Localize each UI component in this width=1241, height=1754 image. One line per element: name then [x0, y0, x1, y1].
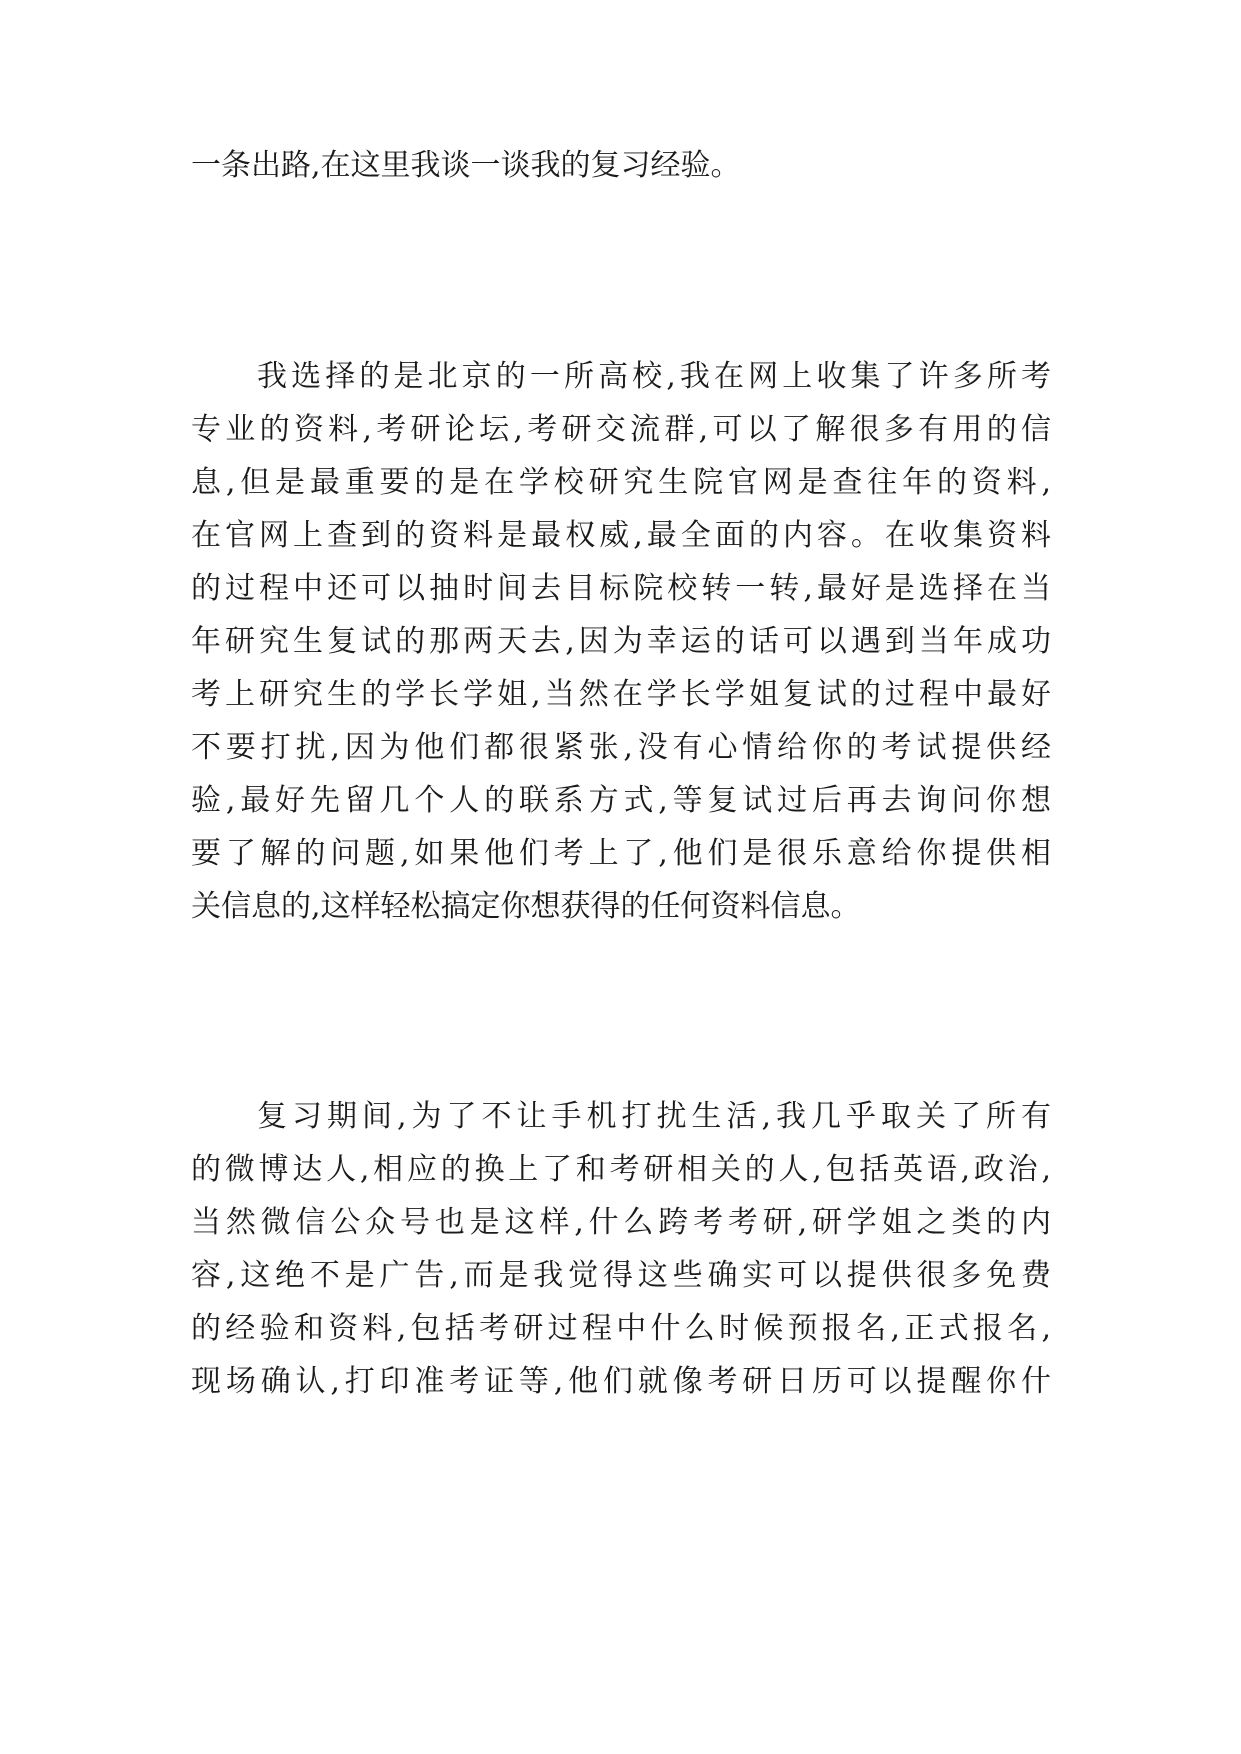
paragraph-1-line-1: 一条出路,在这里我谈一谈我的复习经验。 [191, 148, 741, 183]
paragraph-2-line-5: 的过程中还可以抽时间去目标院校转一转,最好是选择在当 [191, 571, 1051, 606]
paragraph-2-line-8: 不要打扰,因为他们都很紧张,没有心情给你的考试提供经 [191, 730, 1051, 765]
paragraph-3-line-4: 容,这绝不是广告,而是我觉得这些确实可以提供很多免费 [191, 1258, 1051, 1293]
paragraph-2-line-2: 专业的资料,考研论坛,考研交流群,可以了解很多有用的信 [191, 412, 1051, 447]
paragraph-2-line-10: 要了解的问题,如果他们考上了,他们是很乐意给你提供相 [191, 836, 1051, 871]
paragraph-2-line-3: 息,但是最重要的是在学校研究生院官网是查往年的资料, [191, 465, 1051, 500]
paragraph-2-line-7: 考上研究生的学长学姐,当然在学长学姐复试的过程中最好 [191, 677, 1051, 712]
paragraph-3-line-2: 的微博达人,相应的换上了和考研相关的人,包括英语,政治, [191, 1152, 1051, 1187]
paragraph-3-line-3: 当然微信公众号也是这样,什么跨考考研,研学姐之类的内 [191, 1205, 1051, 1240]
paragraph-2-line-1: 我选择的是北京的一所高校,我在网上收集了许多所考 [257, 359, 1051, 394]
paragraph-3-line-5: 的经验和资料,包括考研过程中什么时候预报名,正式报名, [191, 1311, 1051, 1346]
paragraph-3-line-1: 复习期间,为了不让手机打扰生活,我几乎取关了所有 [257, 1099, 1051, 1134]
paragraph-2-line-11: 关信息的,这样轻松搞定你想获得的任何资料信息。 [191, 889, 861, 924]
paragraph-2-line-6: 年研究生复试的那两天去,因为幸运的话可以遇到当年成功 [191, 624, 1051, 659]
paragraph-3-line-6: 现场确认,打印准考证等,他们就像考研日历可以提醒你什 [191, 1364, 1051, 1399]
paragraph-2-line-9: 验,最好先留几个人的联系方式,等复试过后再去询问你想 [191, 783, 1051, 818]
paragraph-2-line-4: 在官网上查到的资料是最权威,最全面的内容。在收集资料 [191, 518, 1051, 553]
